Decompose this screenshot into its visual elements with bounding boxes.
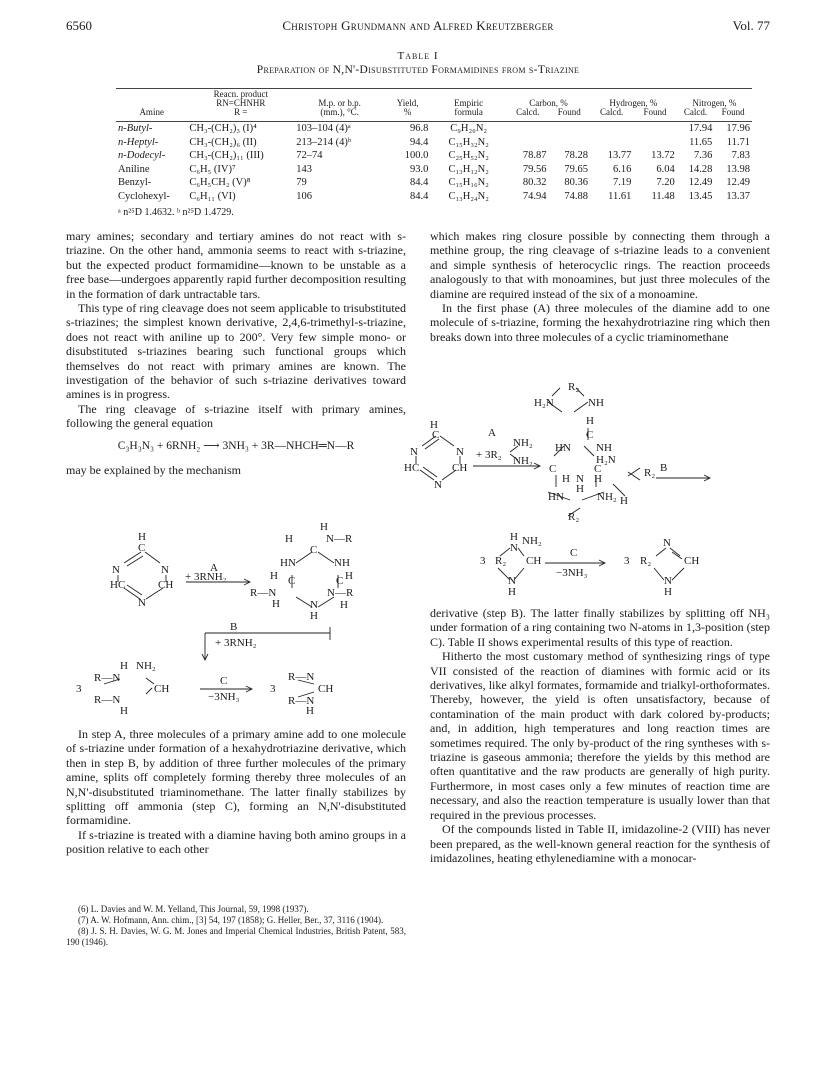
step-c-label: C (220, 675, 228, 687)
table-cell: 93.0 (409, 163, 429, 175)
scheme-atom-label: R₂ (640, 555, 652, 567)
table-cell: Found (643, 107, 667, 117)
scheme-atom-label: NH₂ (513, 437, 533, 449)
table-cell: CH₃-(CH₂)₃ (I)⁴ (189, 123, 257, 134)
paragraph: which makes ring closure possible by connecting them through a methine group, the ring cleavage of s-triazine leads to a convenient and simple synthesis of heterocyclic rings. The reaction proceeds analogously to that with monoamines, but just three molecules of the diamine are required instead of the six of a monoamine. (430, 229, 770, 301)
paragraph: If s-triazine is treated with a diamine having both amino groups in a position relative to each other (66, 827, 406, 857)
header-hydrogen: Hydrogen, % (609, 98, 658, 108)
scheme-atom-label: HN (280, 557, 296, 569)
table-cell: 79 (296, 177, 307, 188)
scheme-atom-label: HC (404, 462, 420, 474)
table-footnote: ᵃ n²⁵D 1.4632. ᵇ n²⁵D 1.4729. (118, 207, 234, 218)
scheme-atom-label: H (270, 570, 278, 582)
scheme-atom-label: H (120, 705, 128, 717)
table-cell: 11.48 (651, 190, 675, 202)
table-cell: 72–74 (296, 150, 323, 161)
scheme-atom-label: R₂ (568, 511, 580, 523)
scheme-atom-label: R—N (94, 672, 121, 684)
table-cell: Calcd. (516, 107, 540, 117)
paragraph: Hitherto the most customary method of synthesizing rings of type VII consisted of the reaction of diamines with formic acid or its derivatives, like alkyl formates, formamide and trialkyl-orthoformates. Thereby, however, the yield is often unsatisfactory, because of contamination of the main product with dark colored by-products; and, in addition, high temperatures and long reaction times are sometimes required. The only by-product of the ring syntheses with s-triazine is gaseous ammonia; therefore the yields by this method are often quantitative and the raw products are generally of high purity. Furthermore, in most cases only a few minutes of reaction time are necessary, and also the reaction temperature is usually lower than that required in the previous processes. (430, 649, 770, 822)
scheme-atom-label: NH (334, 557, 350, 569)
table-cell: 13.45 (688, 190, 713, 202)
scheme-atom-label: N (510, 542, 518, 554)
header-formula: Empiric (454, 98, 484, 108)
table-cell: 13.98 (726, 163, 750, 175)
scheme-atom-label: CH (318, 683, 334, 695)
scheme-atom-label: HN (555, 442, 571, 454)
table-cell: 74.94 (522, 190, 547, 202)
step-a-label: A (210, 562, 218, 574)
scheme-atom-label: NH₂ (513, 455, 533, 467)
scheme-atom-label: CH (684, 555, 700, 567)
scheme-atom-label: H (576, 483, 584, 495)
table-cell: C₁₃H₁₂N₂ (448, 163, 489, 175)
scheme-atom-label: C (288, 575, 296, 587)
scheme-atom-label: N (663, 537, 671, 549)
table-cell: 7.83 (731, 150, 750, 161)
table-cell: C₁₅H₃₂N₂ (448, 136, 489, 148)
table-cell: 100.0 (404, 150, 429, 161)
scheme-atom-label: 3 (270, 683, 276, 695)
scheme-atom-label: R—N (250, 587, 277, 599)
table-cell: C₁₃H₂₄N₂ (448, 190, 489, 202)
table-cell: 11.61 (608, 190, 632, 202)
scheme-atom-label: NH (596, 442, 612, 454)
table-cell: 80.36 (564, 177, 588, 188)
header-nitrogen: Nitrogen, % (692, 98, 737, 108)
table-cell: 11.71 (726, 136, 750, 148)
table-cell: n-Heptyl- (118, 136, 159, 148)
scheme-atom-label: C (138, 542, 146, 554)
table-cell: C₉H₂₀N₂ (450, 123, 488, 134)
table-cell: n-Dodecyl- (118, 150, 166, 161)
scheme-atom-label: N (410, 446, 418, 458)
scheme-atom-label: C (586, 429, 594, 441)
table-cell: 78.87 (522, 150, 547, 161)
table-cell: C₂₅H₅₂N₂ (448, 150, 489, 161)
scheme-atom-label: H (508, 586, 516, 598)
general-equation: C₃H₃N₃ + 6RNH₂ ⟶ 3NH₃ + 3R—NHCH═N—R (117, 439, 355, 452)
table-cell: 79.65 (564, 163, 588, 175)
table-cell: Calcd. (600, 107, 624, 117)
table-cell: 96.8 (409, 123, 429, 134)
table-cell: C₆H₅ (IV)⁷ (189, 163, 236, 175)
table-cell: Found (557, 107, 581, 117)
table-cell: CH₃-(CH₂)₆ (II) (189, 136, 257, 148)
right-column-bottom (430, 606, 770, 865)
scheme-atom-label: C (432, 429, 440, 441)
table-cell: 12.49 (726, 177, 750, 188)
table-cell: C₆H₅CH₂ (V)⁸ (189, 177, 251, 188)
table-cell: 106 (296, 190, 313, 202)
table-cell: 94.4 (409, 136, 429, 148)
scheme-atom-label: HC (110, 579, 126, 591)
scheme-atom-label: −3NH₃ (208, 691, 240, 703)
table-cell: n-Butyl- (118, 123, 153, 134)
scheme-atom-label: CH (526, 555, 542, 567)
paragraph: derivative (step B). The latter finally stabilizes by splitting off NH₃ under formation of a ring containing two N-atoms in 1,3-position (step C). Table II shows experimental results of this type of reaction. (430, 606, 770, 649)
scheme-atom-label: H₂N (596, 454, 616, 466)
reference-item: (8) J. S. H. Davies, W. G. M. Jones and Imperial Chemical Industries, British Patent, 583, 190 (1946). (66, 926, 406, 947)
table-cell: 74.88 (564, 190, 588, 202)
scheme-atom-label: N (456, 446, 464, 458)
table-cell: 17.94 (688, 123, 713, 134)
table-cell: 143 (296, 163, 313, 175)
scheme-atom-label: H (430, 419, 438, 431)
scheme-atom-label: C (336, 575, 344, 587)
scheme-atom-label: R₂ (495, 555, 507, 567)
page-number: 6560 (66, 18, 92, 33)
scheme-atom-label: R—N (288, 671, 315, 683)
scheme-atom-label: H (310, 610, 318, 622)
table-cell: Benzyl- (118, 177, 152, 188)
table-cell: 84.4 (409, 177, 429, 188)
header-mp: M.p. or b.p. (318, 98, 361, 108)
scheme-atom-label: H (272, 598, 280, 610)
step-c-label: C (570, 547, 578, 559)
scheme-atom-label: N—R (326, 533, 353, 545)
header-amine: Amine (139, 107, 164, 117)
scheme-atom-label: C (594, 463, 602, 475)
scheme-atom-label: HN (548, 491, 564, 503)
scheme-atom-label: NH₂ (136, 660, 156, 672)
scheme-atom-label: N—R (327, 587, 354, 599)
header-yield: Yield, (396, 98, 419, 108)
table-cell: 6.16 (612, 163, 632, 175)
paragraph: mary amines; secondary and tertiary amines do not react with s-triazine. On the other hand, ammonia seems to react with s-triazine, but the expected product formamidine—known to be unstable as a free base—undergoes apparently rapid further decomposition resulting in the formation of dark untractable tars. (66, 229, 406, 301)
paragraph: In step A, three molecules of a primary amine add to one molecule of s-triazine under formation of a hexahydrotriazine derivative, which then in step B, by addition of three further molecules of the primary amine, splits off completely forming thereby three molecules of an N,N'-disubstituted triaminomethane. The latter finally stabilizes by splitting off ammonia (step C), forming an N,N'-disubstituted formamidine. (66, 727, 406, 828)
step-b-label: B (230, 621, 238, 633)
table-cell: 13.77 (607, 150, 632, 161)
scheme-atom-label: C (310, 544, 318, 556)
scheme-atom-label: CH (158, 579, 174, 591)
table-label: Table I (397, 50, 439, 62)
table-cell: 13.72 (651, 150, 675, 161)
scheme-atom-label: + 3RNH₂ (215, 637, 257, 649)
scheme-atom-label: H (306, 705, 314, 717)
step-b-label: B (660, 462, 668, 474)
scheme-atom-label: N (576, 473, 584, 485)
scheme-atom-label: H (345, 570, 353, 582)
table-cell: 11.65 (689, 136, 713, 148)
paragraph: The ring cleavage of s-triazine itself with primary amines, following the general equation (66, 401, 406, 431)
table-cell: Aniline (118, 163, 150, 175)
scheme-atom-label: CH (452, 462, 468, 474)
scheme-atom-label: H (138, 531, 146, 543)
table-cell: 79.56 (522, 163, 547, 175)
scheme-atom-label: H (664, 586, 672, 598)
paragraph: may be explained by the mechanism (66, 463, 241, 478)
scheme-atom-label: 3 (624, 555, 630, 567)
scheme-atom-label: R—N (288, 695, 315, 707)
scheme-atom-label: H (594, 473, 602, 485)
table-cell: R = (234, 107, 248, 117)
scheme-atom-label: 3 (480, 555, 486, 567)
scheme-atom-label: R—N (94, 694, 121, 706)
scheme-atom-label: N (161, 564, 169, 576)
table-cell: 213–214 (4)ᵇ (296, 136, 352, 148)
volume-number: Vol. 77 (732, 18, 770, 33)
step-a-label: A (488, 427, 496, 439)
scheme-atom-label: N (664, 575, 672, 587)
header-product: Reacn. product RN=CHNHR (213, 89, 269, 108)
table-cell: 13.37 (726, 190, 750, 202)
scheme-atom-label: NH (588, 397, 604, 409)
scheme-atom-label: −3NH₃ (556, 567, 588, 579)
header-carbon: Carbon, % (529, 98, 568, 108)
table-cell: % (403, 107, 412, 117)
reference-item: (7) A. W. Hofmann, Ann. chim., [3] 54, 197 (1858); G. Heller, Ber., 37, 3116 (1904). (78, 915, 384, 925)
scheme-atom-label: H (620, 495, 628, 507)
scheme-atom-label: H (120, 660, 128, 672)
table-cell: 7.36 (693, 150, 713, 161)
paragraph: This type of ring cleavage does not seem applicable to trisubstituted s-triazines; the simplest known derivative, 2,4,6-trimethyl-s-triazine, does not react with aniline up to 200°. Very few simple mono- or disubstituted s-triazines bearing such functional groups which themselves do not react with primary amines are known. The investigation of the behavior of such s-triazine derivatives toward amines is in progress. (66, 301, 406, 402)
scheme-atom-label: H (340, 599, 348, 611)
scheme-atom-label: NH₂ (522, 535, 542, 547)
table-cell: C₆H₁₁ (VI) (189, 190, 236, 202)
table-cell: CH₃-(CH₂)₁₁ (III) (189, 150, 264, 161)
table-cell: Calcd. (683, 107, 708, 117)
table-cell: Cyclohexyl- (118, 190, 170, 202)
scheme-atom-label: H (586, 415, 594, 427)
table-cell: 17.96 (726, 123, 750, 134)
scheme-atom-label: H₂N (534, 397, 554, 409)
scheme-atom-label: N (310, 599, 318, 611)
table-cell: Found (721, 107, 745, 117)
table-cell: 12.49 (688, 177, 713, 188)
scheme-atom-label: + 3R₂ (476, 449, 502, 461)
scheme-atom-label: N (434, 479, 442, 491)
table-cell: 6.04 (656, 163, 675, 175)
scheme-atom-label: R₂ (644, 467, 656, 479)
table-cell: 80.32 (522, 177, 547, 188)
scheme-atom-label: N (508, 575, 516, 587)
scheme-atom-label: H (285, 533, 293, 545)
scheme-atom-label: R₂ (568, 381, 580, 393)
scheme-atom-label: H (320, 521, 328, 533)
scheme-atom-label: + 3RNH₂ (185, 571, 227, 583)
scheme-atom-label: 3 (76, 683, 82, 695)
table-caption: Preparation of N,N'-Disubstituted Formamidines from s-Triazine (256, 64, 580, 76)
scheme-atom-label: H (562, 473, 570, 485)
paragraph: In the first phase (A) three molecules of the diamine add to one molecule of s-triazine, forming the hexahydrotriazine ring which then breaks down into three molecules of a cyclic triaminomethane (430, 301, 770, 344)
scheme-atom-label: CH (154, 683, 170, 695)
table-cell: 14.28 (688, 163, 713, 175)
table-cell: C₁₅H₁₆N₂ (448, 177, 489, 188)
scheme-atom-label: N (112, 564, 120, 576)
scheme-atom-label: C (549, 463, 557, 475)
table-cell: 7.19 (612, 177, 632, 188)
scheme-atom-label: NH₂ (597, 491, 617, 503)
table-cell: 7.20 (656, 177, 675, 188)
scheme-atom-label: H (510, 531, 518, 543)
table-cell: (mm.), °C. (320, 107, 359, 117)
table-cell: formula (454, 107, 483, 117)
table-cell: 103–104 (4)ᵃ (296, 123, 351, 134)
running-authors: Christoph Grundmann and Alfred Kreutzberger (282, 18, 554, 33)
table-cell: 78.28 (564, 150, 588, 161)
table-cell: 84.4 (409, 190, 429, 202)
reference-item: (6) L. Davies and W. M. Yelland, This Journal, 59, 1998 (1937). (78, 904, 309, 914)
scheme-atom-label: N (138, 597, 146, 609)
paragraph: Of the compounds listed in Table II, imidazoline-2 (VIII) has never been prepared, as the well-known general reaction for the synthesis of imidazolines, heating ethylenediamine with a monocar- (430, 822, 770, 865)
